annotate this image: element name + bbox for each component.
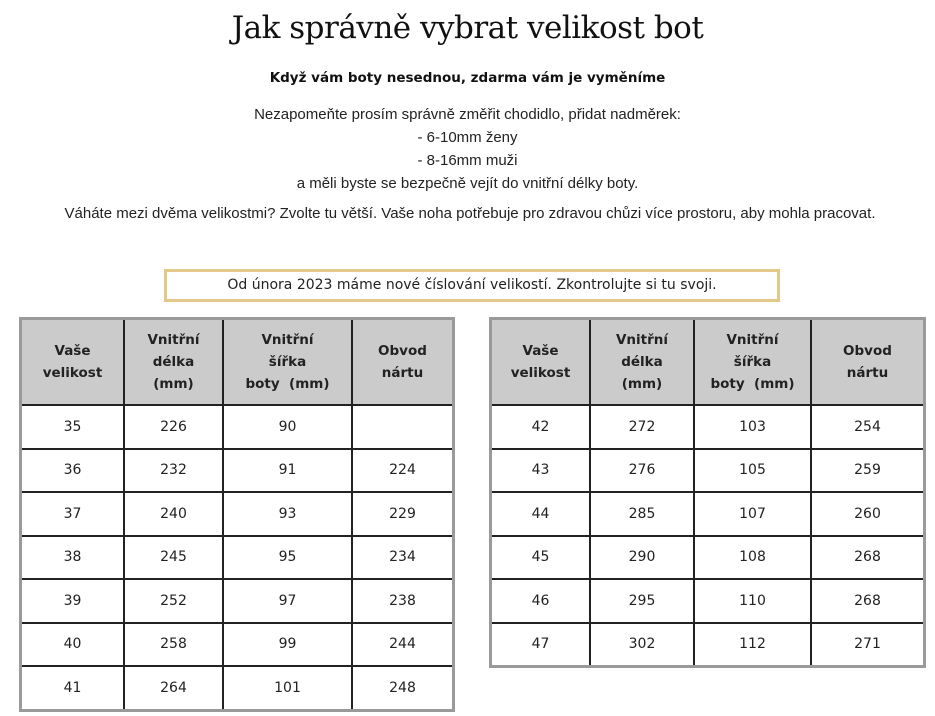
size-table-left [19,317,455,712]
inner-length-cell: 264 [124,666,223,710]
column-header-instep: Obvod nártu [811,319,925,406]
inner-length-cell: 276 [590,449,694,493]
instruction-men: - 8-16mm muži [417,152,518,169]
inner-length-cell: 226 [124,405,223,449]
instep-cell: 244 [352,623,454,667]
inner-length-cell: 302 [590,623,694,667]
instep-cell: 248 [352,666,454,710]
column-header-inner-length: Vnitřní délka (mm) [124,319,223,406]
instep-cell [352,405,454,449]
inner-length-cell: 232 [124,449,223,493]
table-row [21,623,454,667]
table-row [491,623,925,667]
inner-width-cell: 93 [223,492,352,536]
instep-cell: 268 [811,536,925,580]
inner-width-cell: 103 [694,405,811,449]
size-cell: 45 [491,536,591,580]
size-cell: 41 [21,666,125,710]
inner-length-cell: 272 [590,405,694,449]
instruction-line: Nezapomeňte prosím správně změřit chodidlo, přidat nadměrek: [254,106,681,123]
inner-width-cell: 110 [694,579,811,623]
inner-width-cell: 90 [223,405,352,449]
size-cell: 36 [21,449,125,493]
inner-width-cell: 108 [694,536,811,580]
table-header-row [21,319,454,406]
size-cell: 37 [21,492,125,536]
size-cell: 35 [21,405,125,449]
table-row [21,536,454,580]
table-row [21,579,454,623]
inner-width-cell: 107 [694,492,811,536]
inner-length-cell: 285 [590,492,694,536]
column-header-inner-length: Vnitřní délka (mm) [590,319,694,406]
table-row [21,449,454,493]
column-header-size: Vaše velikost [491,319,591,406]
size-cell: 38 [21,536,125,580]
column-header-size: Vaše velikost [21,319,125,406]
instep-cell: 259 [811,449,925,493]
table-header-row [491,319,925,406]
column-header-instep: Obvod nártu [352,319,454,406]
instep-cell: 234 [352,536,454,580]
table-row [21,492,454,536]
table-row [491,405,925,449]
inner-width-cell: 112 [694,623,811,667]
table-row [21,405,454,449]
instep-cell: 260 [811,492,925,536]
inner-length-cell: 245 [124,536,223,580]
column-header-inner-width: Vnitřní šířka boty (mm) [223,319,352,406]
table-row [491,536,925,580]
inner-width-cell: 97 [223,579,352,623]
instep-cell: 229 [352,492,454,536]
table-row [21,666,454,710]
instep-cell: 254 [811,405,925,449]
table-row [491,492,925,536]
page-title: Jak správně vybrat velikost bot [231,10,704,46]
instep-cell: 271 [811,623,925,667]
measurement-instructions [0,103,935,195]
inner-length-cell: 240 [124,492,223,536]
instep-cell: 238 [352,579,454,623]
instruction-women: - 6-10mm ženy [417,129,518,146]
table-row [491,449,925,493]
column-header-inner-width: Vnitřní šířka boty (mm) [694,319,811,406]
instep-cell: 224 [352,449,454,493]
notice-box: Od února 2023 máme nové číslování velikostí. Zkontrolujte si tu svoji. [164,269,780,302]
inner-length-cell: 295 [590,579,694,623]
inner-width-cell: 91 [223,449,352,493]
table-row [491,579,925,623]
size-cell: 39 [21,579,125,623]
size-cell: 42 [491,405,591,449]
size-hint: Váháte mezi dvěma velikostmi? Zvolte tu větší. Vaše noha potřebuje pro zdravou chůzi více prostoru, aby mohla pracovat. [64,205,876,222]
instruction-line: a měli byste se bezpečně vejít do vnitřní délky boty. [296,175,639,192]
instep-cell: 268 [811,579,925,623]
size-table-right [489,317,926,668]
size-cell: 43 [491,449,591,493]
inner-width-cell: 99 [223,623,352,667]
inner-length-cell: 258 [124,623,223,667]
inner-width-cell: 101 [223,666,352,710]
size-cell: 44 [491,492,591,536]
size-cell: 46 [491,579,591,623]
size-cell: 47 [491,623,591,667]
inner-length-cell: 290 [590,536,694,580]
inner-width-cell: 95 [223,536,352,580]
subtitle: Když vám boty nesednou, zdarma vám je vyměníme [269,70,666,86]
size-cell: 40 [21,623,125,667]
inner-width-cell: 105 [694,449,811,493]
inner-length-cell: 252 [124,579,223,623]
